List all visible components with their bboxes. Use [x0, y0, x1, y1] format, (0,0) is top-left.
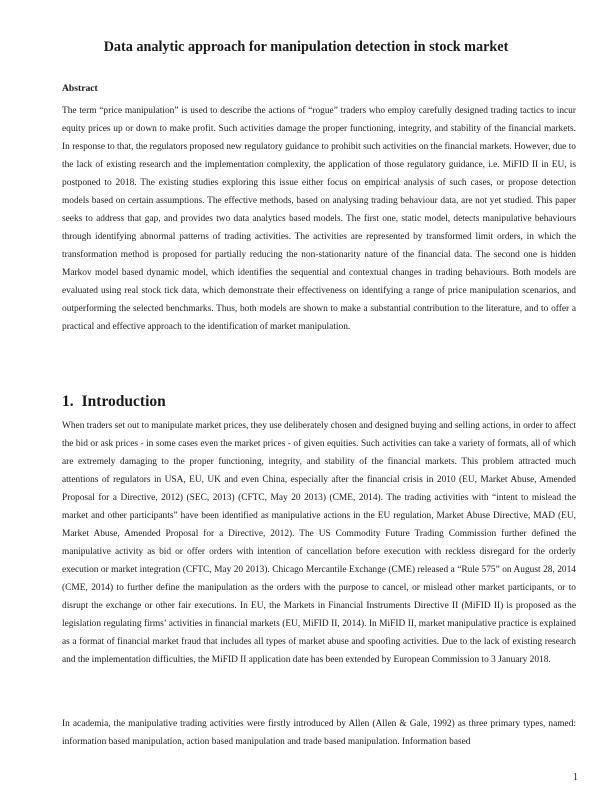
section-title: Introduction: [81, 393, 166, 410]
page-number: 1: [573, 772, 578, 783]
introduction-paragraph-2: In academia, the manipulative trading activities were firstly introduced by Allen (Allen & Gale, 1992) as three primary types, named: information based manipulation, action based manipulation and trade based manipulation. Information based: [62, 719, 576, 747]
introduction-paragraph-1: When traders set out to manipulate market prices, they use deliberately chosen and designed buying and selling actions, in order to affect the bid or ask prices - in some cases even the market prices - of given equities. Such activities can take a variety of formats, all of which are extremely damaging to the proper functioning, integrity, and stability of the financial markets. This problem attracted much attentions of regulators in USA, EU, UK and even China, especially after the financial crisis in 2010 (EU, Market Abuse, Amended Proposal for a Directive, 2012) (SEC, 2013) (CFTC, May 20 2013) (CME, 2014). The trading activities with “intent to mislead the market and other participants” have been identified as manipulative actions in the EU regulation, Market Abuse Directive, MAD (EU, Market Abuse, Amended Proposal for a Directive, 2012). The US Commodity Future Trading Commission further defined the manipulative activity as bid or offer orders with intention of cancellation before execution with reckless disregard for the orderly execution or market integration (CFTC, May 20 2013). Chicago Mercantile Exchange (CME) released a “Rule 575” on August 28, 2014 (CME, 2014) to further define the manipulation as the orders with the purpose to cancel, or mislead other market participants, or to disrupt the exchange or other fair executions. In EU, the Markets in Financial Instruments Directive II (MiFID II) is proposed as the legislation regulating firms’ activities in financial markets (EU, MiFID II, 2014). In MiFID II, market manipulative practice is explained as a format of financial market fraud that includes all types of market abuse and spoofing activities. Due to the lack of existing research and the implementation difficulties, the MiFID II application date has been extended by European Commission to 3 January 2018.: [62, 421, 576, 665]
paper-title: Data analytic approach for manipulation detection in stock market: [103, 39, 509, 55]
section-heading-introduction: [62, 392, 166, 412]
abstract-heading: Abstract: [62, 83, 98, 94]
section-number: 1.: [62, 393, 74, 410]
abstract-body: The term “price manipulation” is used to describe the actions of “rogue” traders who employ carefully designed trading tactics to incur equity prices up or down to make profit. Such activities damage the proper functioning, integrity, and stability of the financial markets. In response to that, the regulators proposed new regulatory guidance to prohibit such activities on the financial markets. However, due to the lack of existing research and the implementation complexity, the application of those regulatory guidance, i.e. MiFID II in EU, is postponed to 2018. The existing studies exploring this issue either focus on empirical analysis of such cases, or propose detection models based on certain assumptions. The effective methods, based on analysing trading behaviour data, are not yet studied. This paper seeks to address that gap, and provides two data analytics based models. The first one, static model, detects manipulative behaviours through identifying abnormal patterns of trading activities. The activities are represented by transformed limit orders, in which the transformation method is proposed for partially reducing the non-stationarity nature of the financial data. The second one is hidden Markov model based dynamic model, which identifies the sequential and contextual changes in trading behaviours. Both models are evaluated using real stock tick data, which demonstrate their effectiveness on identifying a range of price manipulation scenarios, and outperforming the selected benchmarks. Thus, both models are shown to make a substantial contribution to the literature, and to offer a practical and effective approach to the identification of market manipulation.: [62, 106, 576, 332]
